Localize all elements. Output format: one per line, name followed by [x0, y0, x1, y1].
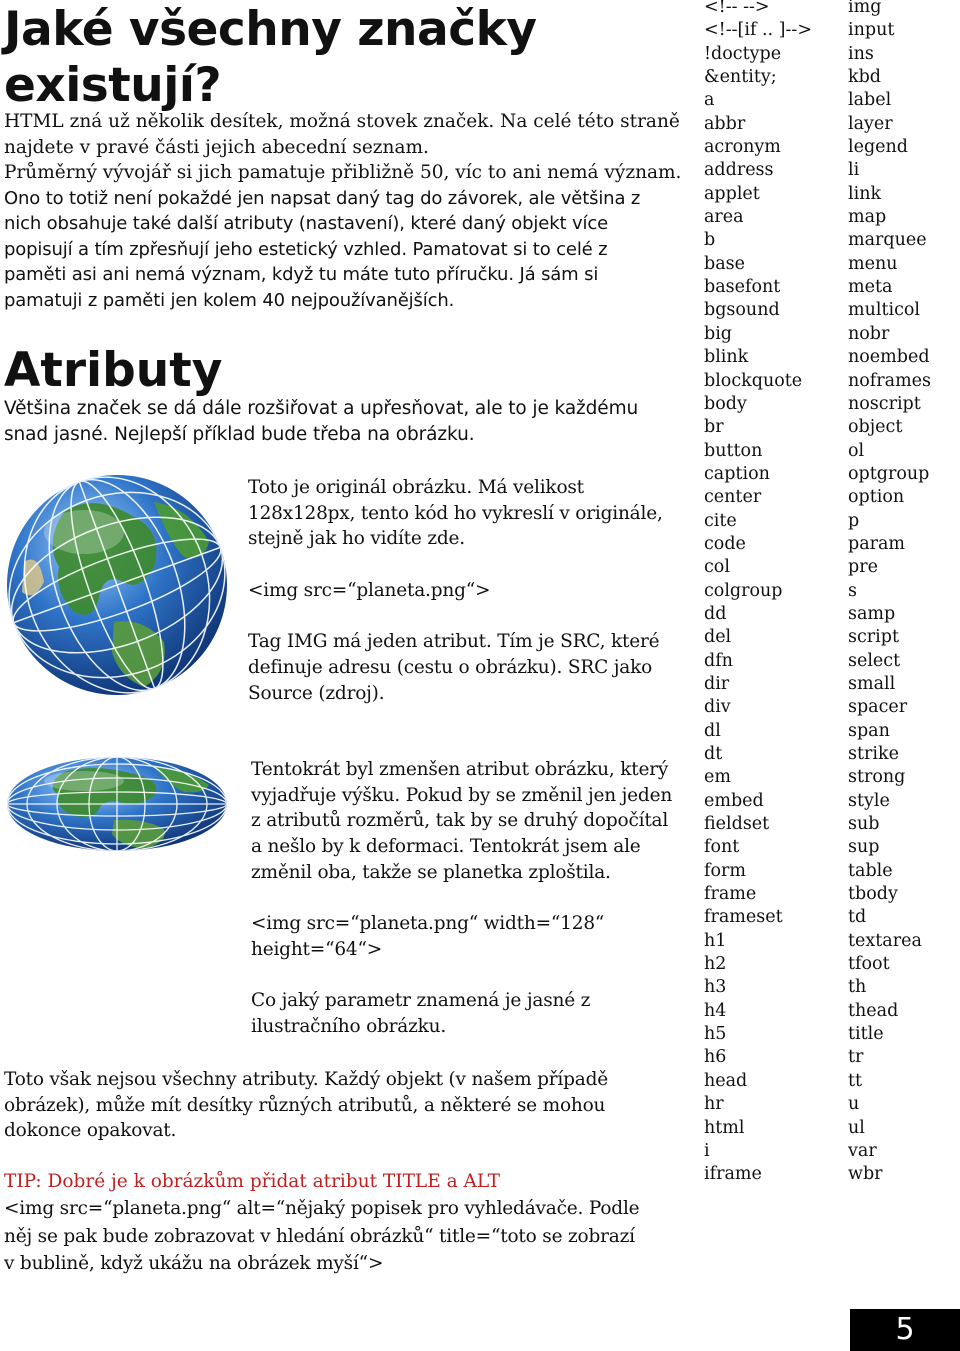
tag-list-item: font [704, 837, 740, 858]
tag-list-item: applet [704, 183, 760, 204]
tag-list-item: thead [848, 1000, 899, 1021]
example-note: ilustračního obrázku. [251, 1016, 447, 1037]
tag-list-item: marquee [848, 230, 927, 251]
tag-list-item: fieldset [704, 814, 770, 835]
flattened-globe-image [4, 754, 230, 854]
intro-line: HTML zná už několik desítek, možná stovek značek. Na celé této straně [4, 111, 680, 132]
tag-list-item: spacer [848, 697, 908, 718]
tag-list-item: col [704, 557, 730, 578]
tag-list-item: frame [704, 884, 757, 905]
tag-list-item: strike [848, 744, 899, 764]
tag-list-item: table [848, 860, 893, 881]
example-line: změnil oba, takže se planetka zploštila. [251, 861, 611, 883]
tag-list-item: del [704, 627, 732, 648]
tag-list-item: multicol [848, 300, 921, 321]
tip-line: <img src=“planeta.png“ alt=“nějaký popisek pro vyhledávače. Podle [4, 1198, 640, 1219]
summary-line: dokonce opakovat. [4, 1120, 177, 1142]
tag-list-item: &entity; [704, 67, 777, 88]
summary-line: obrázek), může mít desítky různých atributů, a některé se mohou [4, 1094, 606, 1116]
tag-list-column-2 [848, 0, 931, 1187]
example-flattened-text [251, 757, 691, 1040]
tag-list-item: sup [848, 837, 880, 858]
tag-list-item: html [704, 1117, 745, 1138]
tag-list-item: dfn [704, 650, 733, 671]
tag-list-item: iframe [704, 1164, 762, 1185]
tag-list-item: meta [848, 277, 893, 298]
tag-list-column-1 [704, 0, 812, 1187]
tag-list-item: colgroup [704, 580, 783, 601]
tag-list-item: button [704, 440, 763, 461]
tag-list-item: input [848, 20, 895, 41]
tag-list-item: h2 [704, 954, 727, 975]
tag-list-item: menu [848, 253, 898, 274]
tag-list-item: acronym [704, 137, 781, 158]
tag-list-item: embed [704, 790, 764, 811]
tag-list-item: legend [848, 137, 908, 158]
globe-image [4, 472, 230, 698]
intro-line: paměti asi ani nemá význam, když tu máte tuto příručku. Já sám si [4, 264, 599, 285]
example-note: Co jaký parametr znamená je jasné z [251, 990, 591, 1012]
tag-list-item: em [704, 767, 731, 788]
example-line: Tentokrát byl zmenšen atribut obrázku, který [251, 759, 669, 780]
attributes-text [4, 396, 684, 447]
tag-list-item: basefont [704, 277, 781, 298]
intro-line: pamatuji z paměti jen kolem 40 nejpoužívanějších. [4, 289, 455, 311]
tag-list-item: br [704, 417, 724, 438]
tag-list-item: ul [848, 1117, 865, 1138]
tag-list-item: pre [848, 557, 878, 578]
tag-list-item: i [704, 1140, 710, 1161]
intro-line: Průměrný vývojář si jich pamatuje přibližně 50, víc to ani nemá význam. [4, 162, 682, 183]
tag-list-item: map [848, 207, 887, 228]
tag-list-item: label [848, 90, 892, 111]
tag-list-item: span [848, 720, 890, 741]
tag-list-item: object [848, 417, 903, 438]
tag-list-item: blink [704, 347, 749, 368]
tag-list-item: kbd [848, 67, 882, 88]
tag-list-item: area [704, 207, 744, 228]
tag-list-item: dir [704, 673, 730, 694]
tag-list-item: caption [704, 463, 770, 484]
code-snippet: height=“64“> [251, 938, 383, 960]
intro-text [4, 109, 684, 313]
tag-list-item: hr [704, 1094, 724, 1115]
tag-list-item: small [848, 673, 896, 694]
tag-list-item: center [704, 487, 762, 508]
tag-list-item: form [704, 860, 746, 881]
tag-list-item: head [704, 1070, 748, 1091]
tag-list-item: a [704, 90, 715, 111]
tag-list-item: ol [848, 440, 865, 461]
page-title: Jaké všechny značky existují? [4, 2, 537, 113]
tag-list-item: samp [848, 603, 896, 624]
intro-line: Ono to totiž není pokaždé jen napsat daný tag do závorek, ale většina z [4, 187, 641, 209]
tag-list-item: h6 [704, 1047, 727, 1068]
example-original-text [248, 475, 688, 706]
tag-list-item: tfoot [848, 954, 890, 975]
tag-list-item: tt [848, 1070, 863, 1091]
tag-list-item: strong [848, 767, 906, 788]
attributes-line: snad jasné. Nejlepší příklad bude třeba na obrázku. [4, 423, 475, 445]
tag-list-item: b [704, 230, 716, 251]
tip-box [4, 1168, 694, 1278]
tag-list-item: param [848, 533, 906, 554]
example-line: Tag IMG má jeden atribut. Tím je SRC, které [248, 631, 660, 653]
tag-list-item: bgsound [704, 300, 780, 321]
tag-list-item: title [848, 1024, 884, 1045]
tag-list-item: <!-- --> [704, 0, 770, 17]
tag-list-item: script [848, 627, 899, 648]
tag-list-item: abbr [704, 113, 746, 134]
tag-list-item: dt [704, 744, 723, 764]
tag-list-item: var [848, 1140, 877, 1161]
tag-list-item: tbody [848, 884, 898, 905]
summary-text [4, 1067, 684, 1144]
tag-list-item: ins [848, 43, 874, 64]
example-line: z atributů rozměrů, tak by se druhý dopočítal [251, 810, 669, 832]
tag-list-item: tr [848, 1047, 864, 1068]
example-line: stejně jak ho vidíte zde. [248, 528, 465, 550]
tag-list-item: layer [848, 113, 893, 134]
example-line: 128x128px, tento kód ho vykreslí v originále, [248, 502, 663, 524]
tag-list-item: option [848, 487, 905, 508]
tag-list-item: cite [704, 510, 737, 531]
tag-list-item: base [704, 253, 745, 274]
tag-list-item: li [848, 160, 860, 181]
tip-heading: TIP: Dobré je k obrázkům přidat atribut TITLE a ALT [4, 1171, 500, 1192]
tag-list-item: dl [704, 720, 721, 741]
tag-list-item: s [848, 580, 857, 601]
tag-list-item: th [848, 977, 867, 998]
page-number: 5 [850, 1309, 960, 1351]
tag-list-item: noframes [848, 370, 932, 391]
tag-list-item: h1 [704, 930, 727, 951]
tag-list-item: noembed [848, 347, 930, 368]
tag-list-item: !doctype [704, 43, 782, 64]
intro-line: najdete v pravé části jejich abecední seznam. [4, 136, 429, 158]
example-line: Toto je originál obrázku. Má velikost [248, 477, 584, 498]
tag-list-item: body [704, 393, 747, 414]
code-snippet: <img src=“planeta.png“> [248, 579, 491, 601]
tag-list-item: frameset [704, 907, 783, 928]
intro-line: popisují a tím zpřesňují jeho estetický vzhled. Pamatovat si to celé z [4, 238, 608, 260]
tag-list-item: code [704, 533, 746, 554]
tag-list-item: h5 [704, 1024, 727, 1045]
tag-list-item: td [848, 907, 867, 928]
tag-list-item: blockquote [704, 370, 803, 391]
tag-list-item: <!--[if .. ]--> [704, 20, 812, 41]
tag-list-item: style [848, 790, 890, 811]
intro-line: nich obsahuje také další atributy (nastavení), které daný objekt více [4, 213, 608, 234]
tag-list-item: address [704, 160, 774, 181]
tag-list-item: wbr [848, 1164, 883, 1185]
tag-list-item: select [848, 650, 901, 671]
tag-list-item: div [704, 697, 731, 718]
tag-list-item: img [848, 0, 882, 17]
tag-list-item: p [848, 510, 860, 531]
tag-list-item: u [848, 1094, 860, 1115]
summary-line: Toto však nejsou všechny atributy. Každý objekt (v našem případě [4, 1069, 608, 1090]
attributes-heading: Atributy [4, 343, 223, 398]
example-line: definuje adresu (cestu o obrázku). SRC jako [248, 656, 653, 678]
tip-line: v bublině, když ukážu na obrázek myší“> [4, 1253, 384, 1274]
attributes-line: Většina značek se dá dále rozšiřovat a upřesňovat, ale to je každému [4, 398, 639, 419]
tag-list-item: nobr [848, 323, 890, 344]
example-line: Source (zdroj). [248, 682, 385, 704]
tag-list-item: h4 [704, 1000, 727, 1021]
example-line: a nešlo by k deformaci. Tentokrát jsem ale [251, 836, 641, 858]
tag-list-item: dd [704, 603, 727, 624]
tip-line: něj se pak bude zobrazovat v hledání obrázků“ title=“toto se zobrazí [4, 1225, 635, 1247]
tag-list-item: optgroup [848, 463, 930, 484]
tag-list-item: textarea [848, 930, 922, 951]
tag-list-item: sub [848, 814, 880, 835]
code-snippet: <img src=“planeta.png“ width=“128“ [251, 913, 605, 935]
tag-list-item: link [848, 183, 882, 204]
example-line: vyjadřuje výšku. Pokud by se změnil jen jeden [251, 784, 673, 806]
tag-list-item: big [704, 323, 733, 344]
tag-list-item: h3 [704, 977, 727, 998]
tag-list-item: noscript [848, 393, 921, 414]
